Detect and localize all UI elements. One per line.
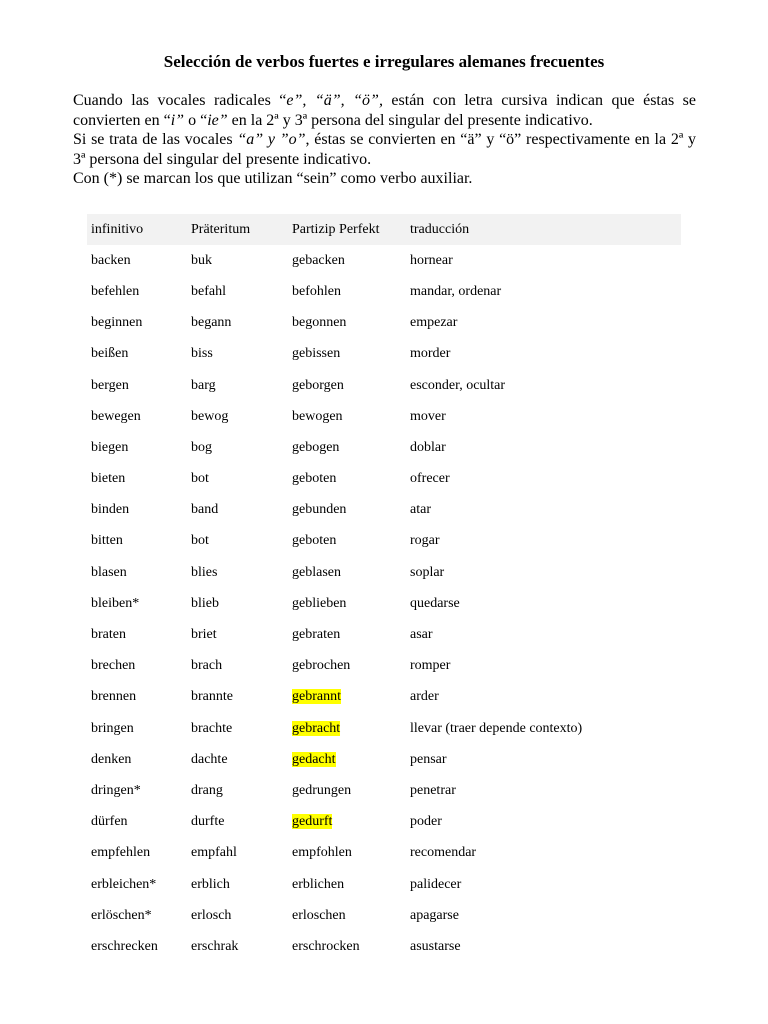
partizip-cell	[292, 658, 410, 674]
infinitivo-cell	[87, 471, 191, 487]
traduccion-cell	[410, 877, 681, 893]
traduccion-cell-text: rogar	[410, 533, 440, 549]
prateritum-cell-text: brach	[191, 658, 223, 674]
table-row	[87, 245, 681, 276]
partizip-cell	[292, 721, 410, 737]
partizip-cell-text: gebraten	[292, 627, 341, 643]
header-partizip-perfekt: Partizip Perfekt	[292, 221, 380, 237]
traduccion-cell	[410, 253, 681, 269]
infinitivo-cell-text: binden	[91, 502, 130, 518]
traduccion-cell-text: arder	[410, 689, 439, 705]
traduccion-cell-text: atar	[410, 502, 431, 518]
intro-paragraph-2: Si se trata de las vocales “a” y ”o”, éstas se convierten en “ä” y “ö” respectivamente en la 2ª y 3ª persona del singular del presente indicativo.	[73, 131, 696, 168]
infinitivo-cell	[87, 627, 191, 643]
traduccion-cell-text: ofrecer	[410, 471, 450, 487]
traduccion-cell-text: soplar	[410, 564, 445, 580]
partizip-cell	[292, 253, 410, 269]
prateritum-cell	[191, 440, 292, 456]
infinitivo-cell-text: erschrecken	[91, 938, 158, 954]
table-row	[87, 807, 681, 838]
infinitivo-cell	[87, 502, 191, 518]
prateritum-cell	[191, 658, 292, 674]
table-row	[87, 931, 681, 962]
partizip-cell-text: gedrungen	[292, 782, 352, 798]
partizip-cell	[292, 939, 410, 955]
infinitivo-cell-text: bergen	[91, 377, 129, 393]
prateritum-cell-text: erschrak	[191, 938, 239, 954]
partizip-cell-text: gebunden	[292, 502, 347, 518]
prateritum-cell	[191, 409, 292, 425]
traduccion-cell	[410, 908, 681, 924]
partizip-cell	[292, 783, 410, 799]
prateritum-cell-text: brannte	[191, 689, 233, 705]
prateritum-cell	[191, 908, 292, 924]
traduccion-cell	[410, 565, 681, 581]
partizip-cell	[292, 877, 410, 893]
infinitivo-cell-text: dringen*	[91, 782, 141, 798]
prateritum-cell-text: brachte	[191, 720, 233, 736]
infinitivo-cell-text: beginnen	[91, 315, 143, 331]
traduccion-cell	[410, 378, 681, 394]
traduccion-cell-text: apagarse	[410, 907, 459, 923]
prateritum-cell	[191, 752, 292, 768]
table-row	[87, 588, 681, 619]
table-row	[87, 775, 681, 806]
traduccion-cell-text: esconder, ocultar	[410, 377, 506, 393]
partizip-cell	[292, 533, 410, 549]
prateritum-cell-text: bot	[191, 533, 209, 549]
partizip-cell-text: geboten	[292, 533, 337, 549]
traduccion-cell	[410, 284, 681, 300]
infinitivo-cell-text: bitten	[91, 533, 123, 549]
infinitivo-cell	[87, 939, 191, 955]
infinitivo-cell-text: backen	[91, 252, 131, 268]
infinitivo-cell-text: befehlen	[91, 283, 140, 299]
table-row	[87, 401, 681, 432]
traduccion-cell	[410, 814, 681, 830]
table-row	[87, 557, 681, 588]
document-title: Selección de verbos fuertes e irregulares alemanes frecuentes	[163, 52, 605, 71]
traduccion-cell-text: asar	[410, 627, 433, 643]
prateritum-cell	[191, 877, 292, 893]
table-row	[87, 619, 681, 650]
prateritum-cell-text: bot	[191, 471, 209, 487]
prateritum-cell	[191, 939, 292, 955]
prateritum-cell	[191, 627, 292, 643]
partizip-cell	[292, 409, 410, 425]
verb-table	[87, 214, 681, 963]
partizip-cell	[292, 596, 410, 612]
prateritum-cell-text: befahl	[191, 283, 226, 299]
highlighted-participle: gedurft	[292, 814, 333, 830]
prateritum-cell	[191, 378, 292, 394]
partizip-cell-text: erblichen	[292, 876, 345, 892]
infinitivo-cell-text: brennen	[91, 689, 137, 705]
traduccion-cell-text: mandar, ordenar	[410, 283, 502, 299]
table-row	[87, 276, 681, 307]
infinitivo-cell	[87, 877, 191, 893]
prateritum-cell	[191, 783, 292, 799]
prateritum-cell	[191, 721, 292, 737]
traduccion-cell	[410, 409, 681, 425]
infinitivo-cell	[87, 689, 191, 705]
partizip-cell-text: geboten	[292, 471, 337, 487]
header-prateritum: Präteritum	[191, 221, 251, 237]
table-row	[87, 838, 681, 869]
infinitivo-cell	[87, 908, 191, 924]
table-row	[87, 526, 681, 557]
infinitivo-cell	[87, 346, 191, 362]
traduccion-cell-text: palidecer	[410, 876, 462, 892]
traduccion-cell	[410, 596, 681, 612]
traduccion-cell	[410, 721, 681, 737]
prateritum-cell	[191, 845, 292, 861]
infinitivo-cell	[87, 565, 191, 581]
highlighted-participle: gebrannt	[292, 689, 341, 705]
infinitivo-cell-text: empfehlen	[91, 845, 151, 861]
intro-paragraph-1: Cuando las vocales radicales “e”, “ä”, “ö”, están con letra cursiva indican que éstas se convierten en “i” o “ie” en la 2ª y 3ª persona del singular del presente indicativo.	[73, 92, 697, 129]
infinitivo-cell	[87, 845, 191, 861]
traduccion-cell-text: mover	[410, 408, 446, 424]
partizip-cell	[292, 502, 410, 518]
prateritum-cell	[191, 471, 292, 487]
table-row	[87, 744, 681, 775]
traduccion-cell	[410, 440, 681, 456]
partizip-cell	[292, 346, 410, 362]
intro-text	[73, 91, 696, 189]
partizip-cell	[292, 315, 410, 331]
infinitivo-cell	[87, 596, 191, 612]
infinitivo-cell	[87, 315, 191, 331]
traduccion-cell-text: recomendar	[410, 845, 477, 861]
prateritum-cell-text: drang	[191, 782, 223, 798]
prateritum-cell-text: erblich	[191, 876, 230, 892]
traduccion-cell	[410, 315, 681, 331]
traduccion-cell	[410, 533, 681, 549]
partizip-cell-text: geblieben	[292, 595, 347, 611]
traduccion-cell	[410, 502, 681, 518]
infinitivo-cell	[87, 409, 191, 425]
traduccion-cell-text: hornear	[410, 252, 453, 268]
prateritum-cell-text: biss	[191, 346, 213, 362]
prateritum-cell-text: empfahl	[191, 845, 237, 861]
traduccion-cell	[410, 939, 681, 955]
infinitivo-cell	[87, 783, 191, 799]
traduccion-cell	[410, 346, 681, 362]
infinitivo-cell-text: beißen	[91, 346, 129, 362]
infinitivo-cell	[87, 658, 191, 674]
prateritum-cell-text: buk	[191, 252, 212, 268]
table-row	[87, 713, 681, 744]
partizip-cell	[292, 845, 410, 861]
infinitivo-cell	[87, 721, 191, 737]
prateritum-cell	[191, 596, 292, 612]
infinitivo-cell	[87, 814, 191, 830]
traduccion-cell	[410, 752, 681, 768]
infinitivo-cell	[87, 378, 191, 394]
prateritum-cell	[191, 565, 292, 581]
partizip-cell-text: erschrocken	[292, 938, 360, 954]
traduccion-cell	[410, 689, 681, 705]
table-row	[87, 339, 681, 370]
infinitivo-cell-text: brechen	[91, 658, 136, 674]
prateritum-cell-text: durfte	[191, 814, 225, 830]
highlighted-participle: gedacht	[292, 751, 336, 767]
partizip-cell	[292, 752, 410, 768]
traduccion-cell-text: doblar	[410, 439, 446, 455]
table-header-row	[87, 214, 681, 245]
infinitivo-cell-text: erlöschen*	[91, 907, 152, 923]
partizip-cell	[292, 284, 410, 300]
infinitivo-cell-text: dürfen	[91, 814, 128, 830]
highlighted-participle: gebracht	[292, 720, 341, 736]
prateritum-cell-text: blies	[191, 564, 218, 580]
infinitivo-cell	[87, 752, 191, 768]
prateritum-cell-text: briet	[191, 627, 217, 643]
partizip-cell	[292, 814, 410, 830]
partizip-cell-text: bewogen	[292, 408, 343, 424]
traduccion-cell-text: poder	[410, 814, 442, 830]
infinitivo-cell	[87, 440, 191, 456]
infinitivo-cell	[87, 253, 191, 269]
table-row	[87, 682, 681, 713]
partizip-cell	[292, 908, 410, 924]
infinitivo-cell-text: braten	[91, 627, 126, 643]
infinitivo-cell-text: bleiben*	[91, 595, 140, 611]
prateritum-cell	[191, 253, 292, 269]
prateritum-cell-text: begann	[191, 315, 232, 331]
prateritum-cell-text: dachte	[191, 751, 228, 767]
prateritum-cell	[191, 814, 292, 830]
infinitivo-cell-text: bewegen	[91, 408, 141, 424]
intro-paragraph-3: Con (*) se marcan los que utilizan “sein” como verbo auxiliar.	[73, 170, 473, 187]
prateritum-cell	[191, 689, 292, 705]
partizip-cell	[292, 689, 410, 705]
prateritum-cell	[191, 284, 292, 300]
partizip-cell-text: geblasen	[292, 564, 341, 580]
infinitivo-cell-text: bringen	[91, 720, 134, 736]
prateritum-cell	[191, 346, 292, 362]
prateritum-cell-text: blieb	[191, 595, 219, 611]
table-row	[87, 900, 681, 931]
prateritum-cell	[191, 315, 292, 331]
traduccion-cell	[410, 471, 681, 487]
prateritum-cell-text: band	[191, 502, 219, 518]
traduccion-cell	[410, 658, 681, 674]
infinitivo-cell-text: biegen	[91, 439, 129, 455]
infinitivo-cell	[87, 533, 191, 549]
infinitivo-cell	[87, 284, 191, 300]
partizip-cell	[292, 565, 410, 581]
partizip-cell-text: empfohlen	[292, 845, 352, 861]
table-row	[87, 651, 681, 682]
partizip-cell	[292, 627, 410, 643]
prateritum-cell	[191, 533, 292, 549]
partizip-cell-text: gebrochen	[292, 658, 351, 674]
partizip-cell-text: erloschen	[292, 907, 346, 923]
partizip-cell	[292, 378, 410, 394]
prateritum-cell	[191, 502, 292, 518]
traduccion-cell-text: pensar	[410, 751, 447, 767]
partizip-cell	[292, 471, 410, 487]
table-row	[87, 370, 681, 401]
prateritum-cell-text: erlosch	[191, 907, 232, 923]
table-body	[87, 245, 681, 962]
traduccion-cell	[410, 783, 681, 799]
infinitivo-cell-text: erbleichen*	[91, 876, 157, 892]
partizip-cell-text: gebogen	[292, 439, 340, 455]
traduccion-cell	[410, 845, 681, 861]
prateritum-cell-text: bewog	[191, 408, 229, 424]
header-traduccion: traducción	[410, 221, 470, 237]
partizip-cell	[292, 440, 410, 456]
partizip-cell-text: geborgen	[292, 377, 344, 393]
traduccion-cell-text: asustarse	[410, 938, 461, 954]
infinitivo-cell-text: denken	[91, 751, 132, 767]
traduccion-cell	[410, 627, 681, 643]
traduccion-cell-text: llevar (traer depende contexto)	[410, 720, 583, 736]
infinitivo-cell-text: blasen	[91, 564, 127, 580]
partizip-cell-text: befohlen	[292, 283, 341, 299]
header-infinitivo: infinitivo	[91, 221, 144, 237]
table-row	[87, 308, 681, 339]
partizip-cell-text: gebissen	[292, 346, 341, 362]
partizip-cell-text: gebacken	[292, 252, 345, 268]
prateritum-cell-text: barg	[191, 377, 216, 393]
traduccion-cell-text: quedarse	[410, 595, 460, 611]
traduccion-cell-text: penetrar	[410, 782, 456, 798]
traduccion-cell-text: empezar	[410, 315, 458, 331]
traduccion-cell-text: morder	[410, 346, 451, 362]
traduccion-cell-text: romper	[410, 658, 451, 674]
table-row	[87, 495, 681, 526]
table-row	[87, 432, 681, 463]
infinitivo-cell-text: bieten	[91, 471, 126, 487]
prateritum-cell-text: bog	[191, 439, 212, 455]
table-row	[87, 464, 681, 495]
partizip-cell-text: begonnen	[292, 315, 347, 331]
table-row	[87, 869, 681, 900]
